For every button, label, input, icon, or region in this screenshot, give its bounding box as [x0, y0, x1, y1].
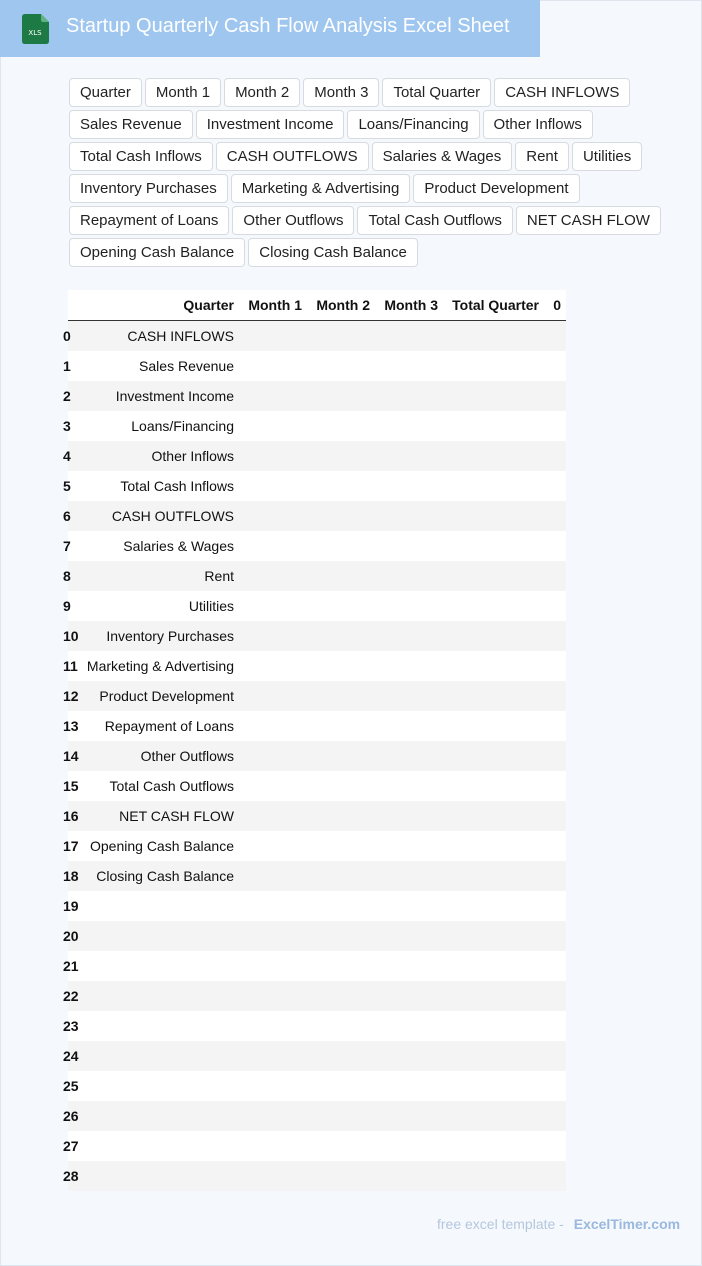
- column-header: Month 1: [239, 290, 307, 321]
- value-cell: [375, 351, 443, 381]
- column-chip[interactable]: Other Outflows: [232, 206, 354, 235]
- value-cell: [375, 501, 443, 531]
- value-cell: [239, 471, 307, 501]
- value-cell: [307, 501, 375, 531]
- value-cell: [544, 1011, 566, 1041]
- value-cell: [307, 1011, 375, 1041]
- value-cell: [375, 621, 443, 651]
- value-cell: [443, 1041, 544, 1071]
- row-label-cell: Total Cash Inflows: [74, 471, 239, 501]
- footer-text: free excel template -: [437, 1216, 564, 1232]
- column-chip[interactable]: Month 3: [303, 78, 379, 107]
- table-row: [68, 1161, 566, 1191]
- row-index: 12: [63, 688, 79, 704]
- column-header: Month 2: [307, 290, 375, 321]
- value-cell: [544, 921, 566, 951]
- row-label-cell: Salaries & Wages: [74, 531, 239, 561]
- row-label-cell: Repayment of Loans: [74, 711, 239, 741]
- value-cell: [375, 1131, 443, 1161]
- column-chip[interactable]: Month 2: [224, 78, 300, 107]
- value-cell: [443, 651, 544, 681]
- value-cell: [307, 411, 375, 441]
- row-label-cell: Investment Income: [74, 381, 239, 411]
- value-cell: [307, 561, 375, 591]
- value-cell: [239, 531, 307, 561]
- row-label-cell: Total Cash Outflows: [74, 771, 239, 801]
- value-cell: [307, 1161, 375, 1191]
- value-cell: [443, 561, 544, 591]
- value-cell: [239, 351, 307, 381]
- value-cell: [544, 501, 566, 531]
- value-cell: [239, 621, 307, 651]
- row-index: 16: [63, 808, 79, 824]
- value-cell: [239, 921, 307, 951]
- value-cell: [443, 531, 544, 561]
- table-row: [68, 591, 566, 621]
- table-body: [63, 321, 566, 1192]
- value-cell: [307, 1101, 375, 1131]
- row-label-cell: [74, 921, 239, 951]
- value-cell: [375, 1161, 443, 1191]
- value-cell: [307, 1131, 375, 1161]
- value-cell: [307, 771, 375, 801]
- value-cell: [443, 1071, 544, 1101]
- value-cell: [307, 591, 375, 621]
- value-cell: [443, 921, 544, 951]
- value-cell: [375, 651, 443, 681]
- value-cell: [443, 831, 544, 861]
- column-header: Quarter: [74, 290, 239, 321]
- value-cell: [443, 441, 544, 471]
- value-cell: [544, 891, 566, 921]
- column-chip[interactable]: Opening Cash Balance: [69, 238, 245, 267]
- row-label-cell: [74, 1011, 239, 1041]
- row-index: 27: [63, 1138, 79, 1154]
- column-chip[interactable]: Total Quarter: [382, 78, 491, 107]
- row-index: 4: [63, 448, 71, 464]
- value-cell: [375, 381, 443, 411]
- value-cell: [443, 711, 544, 741]
- column-header: Month 3: [375, 290, 443, 321]
- value-cell: [544, 1071, 566, 1101]
- row-label-cell: Inventory Purchases: [74, 621, 239, 651]
- value-cell: [239, 651, 307, 681]
- row-label-cell: Rent: [74, 561, 239, 591]
- row-index: 23: [63, 1018, 79, 1034]
- row-index: 18: [63, 868, 79, 884]
- data-table: [63, 290, 566, 1191]
- value-cell: [239, 1071, 307, 1101]
- excel-icon-label: XLS: [28, 29, 42, 37]
- value-cell: [443, 801, 544, 831]
- column-chip[interactable]: Rent: [515, 142, 569, 171]
- column-chip[interactable]: Closing Cash Balance: [248, 238, 418, 267]
- row-index: 13: [63, 718, 79, 734]
- value-cell: [544, 351, 566, 381]
- table-row: [68, 471, 566, 501]
- value-cell: [544, 321, 566, 352]
- row-label-cell: [74, 951, 239, 981]
- row-index: 0: [63, 328, 71, 344]
- value-cell: [307, 801, 375, 831]
- table-row: [68, 711, 566, 741]
- value-cell: [239, 741, 307, 771]
- row-index: 7: [63, 538, 71, 554]
- value-cell: [375, 771, 443, 801]
- row-index: 2: [63, 388, 71, 404]
- row-label-cell: CASH INFLOWS: [74, 321, 239, 352]
- row-index: 15: [63, 778, 79, 794]
- column-chip[interactable]: Repayment of Loans: [69, 206, 229, 235]
- value-cell: [443, 951, 544, 981]
- value-cell: [375, 741, 443, 771]
- value-cell: [544, 771, 566, 801]
- table-row: [68, 981, 566, 1011]
- value-cell: [443, 471, 544, 501]
- value-cell: [239, 1101, 307, 1131]
- value-cell: [443, 1011, 544, 1041]
- row-label-cell: NET CASH FLOW: [74, 801, 239, 831]
- value-cell: [307, 681, 375, 711]
- value-cell: [443, 351, 544, 381]
- value-cell: [375, 441, 443, 471]
- row-label-cell: Sales Revenue: [74, 351, 239, 381]
- table-row: [68, 1071, 566, 1101]
- row-label-cell: Marketing & Advertising: [74, 651, 239, 681]
- value-cell: [239, 1131, 307, 1161]
- value-cell: [443, 591, 544, 621]
- value-cell: [544, 1041, 566, 1071]
- row-label-cell: Opening Cash Balance: [74, 831, 239, 861]
- value-cell: [239, 1041, 307, 1071]
- value-cell: [239, 771, 307, 801]
- table-row: [68, 501, 566, 531]
- row-index: 22: [63, 988, 79, 1004]
- value-cell: [239, 951, 307, 981]
- value-cell: [239, 321, 307, 352]
- column-chip[interactable]: Inventory Purchases: [69, 174, 228, 203]
- value-cell: [443, 621, 544, 651]
- row-index: 1: [63, 358, 71, 374]
- table-row: [68, 561, 566, 591]
- value-cell: [307, 741, 375, 771]
- value-cell: [544, 711, 566, 741]
- value-cell: [307, 861, 375, 891]
- value-cell: [239, 831, 307, 861]
- value-cell: [307, 831, 375, 861]
- value-cell: [544, 411, 566, 441]
- value-cell: [544, 801, 566, 831]
- value-cell: [375, 321, 443, 352]
- table-row: [68, 801, 566, 831]
- column-chip[interactable]: Total Cash Outflows: [357, 206, 512, 235]
- value-cell: [443, 891, 544, 921]
- value-cell: [239, 1161, 307, 1191]
- value-cell: [375, 591, 443, 621]
- value-cell: [307, 381, 375, 411]
- value-cell: [307, 351, 375, 381]
- value-cell: [544, 381, 566, 411]
- table-row: [68, 351, 566, 381]
- value-cell: [307, 951, 375, 981]
- value-cell: [307, 321, 375, 352]
- column-chip[interactable]: Total Cash Inflows: [69, 142, 213, 171]
- row-label-cell: Loans/Financing: [74, 411, 239, 441]
- column-chip[interactable]: Sales Revenue: [69, 110, 193, 139]
- value-cell: [375, 801, 443, 831]
- row-label-cell: [74, 1101, 239, 1131]
- row-label-cell: Closing Cash Balance: [74, 861, 239, 891]
- value-cell: [239, 591, 307, 621]
- table-row: [68, 891, 566, 921]
- column-chip[interactable]: Loans/Financing: [347, 110, 479, 139]
- table-row: [68, 621, 566, 651]
- column-chip[interactable]: Investment Income: [196, 110, 345, 139]
- row-index: 8: [63, 568, 71, 584]
- column-header: 0: [544, 290, 566, 321]
- value-cell: [544, 1161, 566, 1191]
- value-cell: [307, 891, 375, 921]
- value-cell: [239, 411, 307, 441]
- value-cell: [375, 831, 443, 861]
- table-row: [68, 441, 566, 471]
- value-cell: [239, 561, 307, 591]
- table-row: [68, 321, 566, 352]
- value-cell: [544, 591, 566, 621]
- value-cell: [307, 1041, 375, 1071]
- row-index: 10: [63, 628, 79, 644]
- value-cell: [544, 981, 566, 1011]
- value-cell: [544, 951, 566, 981]
- column-header: Total Quarter: [443, 290, 544, 321]
- value-cell: [307, 921, 375, 951]
- value-cell: [443, 1131, 544, 1161]
- table-row: [68, 1101, 566, 1131]
- row-label-cell: [74, 981, 239, 1011]
- row-index: 6: [63, 508, 71, 524]
- value-cell: [544, 471, 566, 501]
- value-cell: [307, 471, 375, 501]
- value-cell: [544, 1101, 566, 1131]
- value-cell: [307, 651, 375, 681]
- column-chip[interactable]: NET CASH FLOW: [516, 206, 661, 235]
- column-chip[interactable]: Salaries & Wages: [372, 142, 513, 171]
- row-label-cell: Other Inflows: [74, 441, 239, 471]
- row-index: 5: [63, 478, 71, 494]
- value-cell: [239, 801, 307, 831]
- row-label-cell: [74, 1041, 239, 1071]
- table-row: [68, 1131, 566, 1161]
- value-cell: [544, 1131, 566, 1161]
- row-label-cell: [74, 1131, 239, 1161]
- row-label-cell: [74, 1071, 239, 1101]
- table-row: [68, 951, 566, 981]
- value-cell: [544, 531, 566, 561]
- row-label-cell: Product Development: [74, 681, 239, 711]
- row-index: 3: [63, 418, 71, 434]
- column-chip[interactable]: CASH INFLOWS: [494, 78, 630, 107]
- row-index: 21: [63, 958, 79, 974]
- value-cell: [443, 861, 544, 891]
- value-cell: [375, 981, 443, 1011]
- value-cell: [307, 1071, 375, 1101]
- value-cell: [307, 441, 375, 471]
- value-cell: [239, 1011, 307, 1041]
- value-cell: [544, 561, 566, 591]
- value-cell: [375, 861, 443, 891]
- value-cell: [239, 441, 307, 471]
- row-index: 20: [63, 928, 79, 944]
- table-header-row: [68, 290, 566, 321]
- row-index: 9: [63, 598, 71, 614]
- table-row: [68, 381, 566, 411]
- value-cell: [375, 681, 443, 711]
- table-row: [68, 651, 566, 681]
- title-bar: [0, 0, 540, 57]
- footer-brand-link[interactable]: ExcelTimer.com: [573, 1216, 681, 1232]
- value-cell: [375, 711, 443, 741]
- value-cell: [443, 981, 544, 1011]
- value-cell: [544, 681, 566, 711]
- row-index: 24: [63, 1048, 79, 1064]
- value-cell: [239, 381, 307, 411]
- row-label-cell: CASH OUTFLOWS: [74, 501, 239, 531]
- column-chip[interactable]: CASH OUTFLOWS: [216, 142, 369, 171]
- table-row: [68, 741, 566, 771]
- value-cell: [239, 981, 307, 1011]
- column-chip[interactable]: Marketing & Advertising: [231, 174, 411, 203]
- footer: [437, 1216, 680, 1232]
- row-label-cell: Other Outflows: [74, 741, 239, 771]
- value-cell: [375, 1041, 443, 1071]
- value-cell: [443, 411, 544, 441]
- value-cell: [375, 561, 443, 591]
- column-chip[interactable]: Product Development: [413, 174, 579, 203]
- value-cell: [443, 381, 544, 411]
- row-index: 28: [63, 1168, 79, 1184]
- column-chip[interactable]: Quarter: [69, 78, 142, 107]
- value-cell: [443, 681, 544, 711]
- row-index: 14: [63, 748, 79, 764]
- excel-file-icon: [22, 14, 49, 44]
- value-cell: [375, 1011, 443, 1041]
- table-row: [68, 861, 566, 891]
- value-cell: [443, 501, 544, 531]
- value-cell: [375, 891, 443, 921]
- value-cell: [544, 861, 566, 891]
- table-row: [68, 531, 566, 561]
- value-cell: [239, 501, 307, 531]
- value-cell: [443, 1161, 544, 1191]
- table-row: [68, 771, 566, 801]
- value-cell: [544, 441, 566, 471]
- value-cell: [375, 531, 443, 561]
- value-cell: [375, 411, 443, 441]
- column-chip[interactable]: Other Inflows: [483, 110, 593, 139]
- table-row: [68, 411, 566, 441]
- table-row: [68, 921, 566, 951]
- row-index: 25: [63, 1078, 79, 1094]
- table-row: [68, 681, 566, 711]
- value-cell: [375, 1071, 443, 1101]
- value-cell: [544, 831, 566, 861]
- column-chip[interactable]: Utilities: [572, 142, 642, 171]
- value-cell: [375, 1101, 443, 1131]
- column-chip[interactable]: Month 1: [145, 78, 221, 107]
- value-cell: [443, 741, 544, 771]
- value-cell: [307, 621, 375, 651]
- row-label-cell: [74, 1161, 239, 1191]
- row-index: 26: [63, 1108, 79, 1124]
- row-label-cell: [74, 891, 239, 921]
- value-cell: [443, 321, 544, 352]
- table-row: [68, 1041, 566, 1071]
- row-index: 19: [63, 898, 79, 914]
- value-cell: [375, 471, 443, 501]
- value-cell: [239, 711, 307, 741]
- value-cell: [239, 681, 307, 711]
- row-index: 17: [63, 838, 79, 854]
- value-cell: [544, 741, 566, 771]
- row-label-cell: Utilities: [74, 591, 239, 621]
- value-cell: [443, 1101, 544, 1131]
- page-title: Startup Quarterly Cash Flow Analysis Excel Sheet: [66, 15, 510, 37]
- value-cell: [239, 891, 307, 921]
- value-cell: [443, 771, 544, 801]
- value-cell: [307, 531, 375, 561]
- value-cell: [544, 651, 566, 681]
- value-cell: [307, 711, 375, 741]
- row-index: 11: [63, 658, 78, 674]
- value-cell: [375, 951, 443, 981]
- value-cell: [375, 921, 443, 951]
- value-cell: [307, 981, 375, 1011]
- column-chip-list: [69, 78, 669, 267]
- table-row: [68, 1011, 566, 1041]
- value-cell: [239, 861, 307, 891]
- table-row: [68, 831, 566, 861]
- value-cell: [544, 621, 566, 651]
